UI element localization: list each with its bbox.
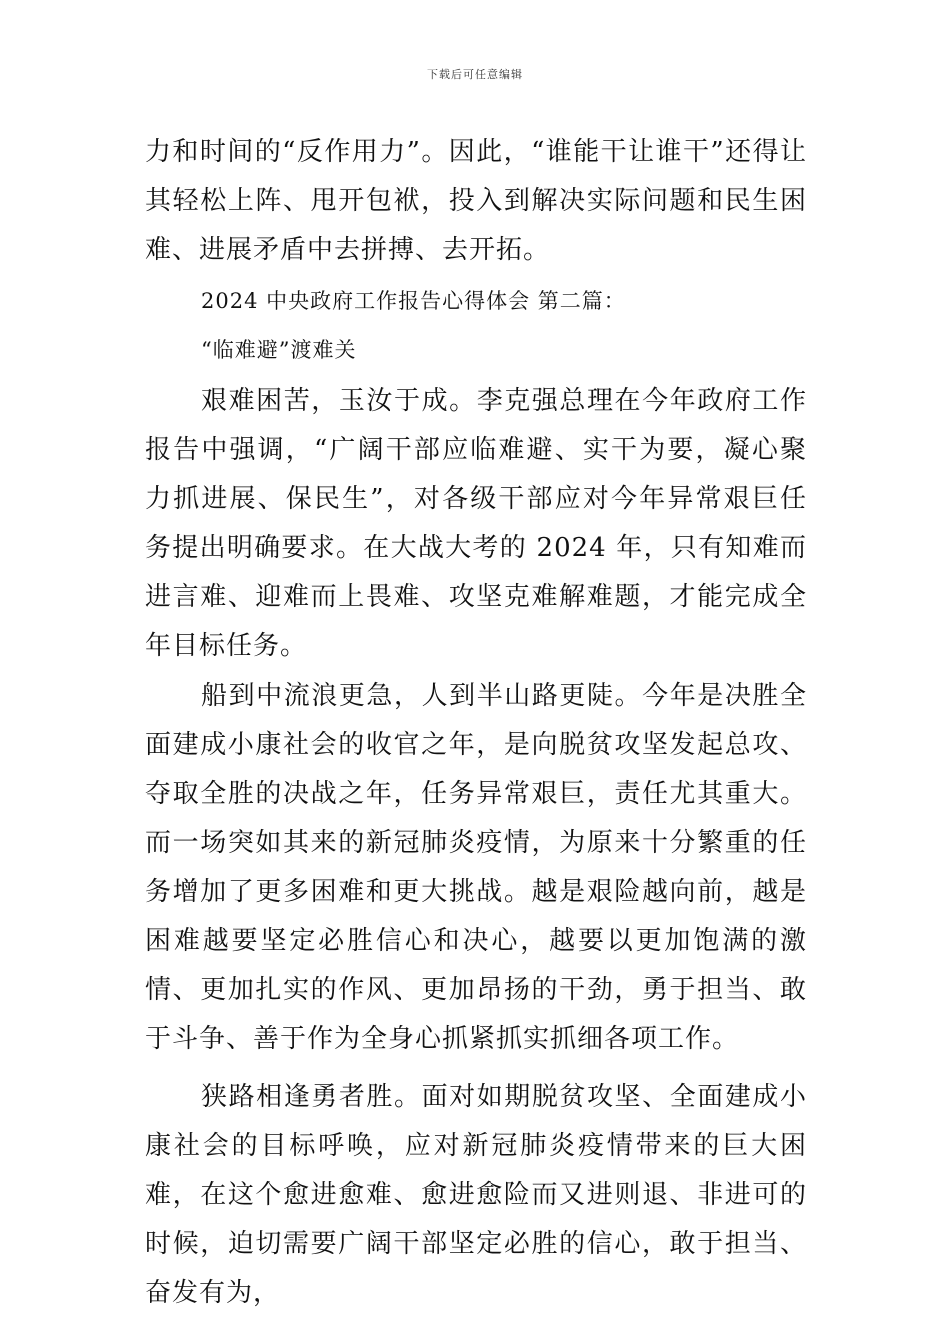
paragraph-1: 艰难困苦，玉汝于成。李克强总理在今年政府工作报告中强调，“广阔干部应临难避、实干为要，凝心聚力抓进展、保民生”，对各级干部应对今年异常艰巨任务提出明确要求。在大战大考的 2024 年，只有知难而进言难、迎难而上畏难、攻坚克难解难题，才能完成全年目标任务。	[145, 386, 807, 661]
section-heading: 2024 中央政府工作报告心得体会 第二篇：	[201, 289, 626, 313]
document-body	[145, 128, 807, 1318]
page-header-note: 下载后可任意编辑	[427, 68, 523, 81]
paragraph-2: 船到中流浪更急，人到半山路更陡。今年是决胜全面建成小康社会的收官之年，是向脱贫攻坚发起总攻、夺取全胜的决战之年，任务异常艰巨，责任尤其重大。而一场突如其来的新冠肺炎疫情，为原来十分繁重的任务增加了更多困难和更大挑战。越是艰险越向前，越是困难越要坚定必胜信心和决心，越要以更加饱满的激情、更加扎实的作风、更加昂扬的干劲，勇于担当、敢于斗争、善于作为全身心抓紧抓实抓细各项工作。	[145, 681, 807, 1054]
paragraph-continuation: 力和时间的“反作用力”。因此，“谁能干让谁干”还得让其轻松上阵、甩开包袱，投入到解决实际问题和民生困难、进展矛盾中去拼搏、去开拓。	[145, 137, 807, 265]
paragraph-3: 狭路相逢勇者胜。面对如期脱贫攻坚、全面建成小康社会的目标呼唤，应对新冠肺炎疫情带来的巨大困难，在这个愈进愈难、愈进愈险而又进则退、非进可的时候，迫切需要广阔干部坚定必胜的信心，敢于担当、奋发有为，	[145, 1082, 807, 1308]
section-subtitle: “临难避”渡难关	[201, 338, 357, 362]
